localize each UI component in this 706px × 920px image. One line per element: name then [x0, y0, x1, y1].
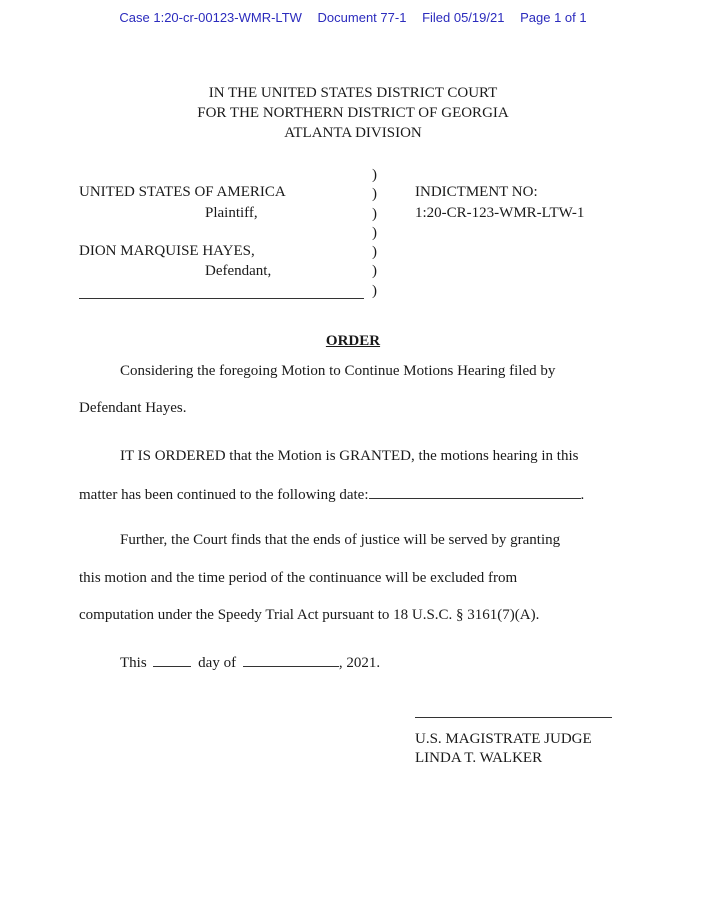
date-blank: [369, 486, 581, 499]
filed-date: Filed 05/19/21: [422, 10, 505, 25]
filing-stamp: [0, 10, 706, 25]
order-paragraph-1-line2: Defendant Hayes.: [79, 400, 187, 416]
order-paragraph-2-line2: matter has been continued to the following date: .: [79, 487, 585, 503]
order-paragraph-3-line1: Further, the Court finds that the ends of justice will be served by granting: [120, 532, 561, 548]
plaintiff-name: UNITED STATES OF AMERICA: [79, 184, 286, 200]
caption-rule: [79, 298, 364, 299]
page-number: Page 1 of 1: [520, 10, 587, 25]
order-paragraph-3-line2: this motion and the time period of the continuance will be excluded from: [79, 570, 518, 586]
document-number: Document 77-1: [317, 10, 407, 25]
indictment-number: 1:20-CR-123-WMR-LTW-1: [415, 205, 585, 221]
court-division: ATLANTA DIVISION: [284, 125, 422, 141]
judge-title: U.S. MAGISTRATE JUDGE: [415, 731, 592, 747]
court-name-line1: IN THE UNITED STATES DISTRICT COURT: [208, 85, 498, 101]
order-paragraph-2-line1: IT IS ORDERED that the Motion is GRANTED, the motions hearing in this: [120, 448, 579, 464]
order-paragraph-1-line1: Considering the foregoing Motion to Continue Motions Hearing filed by: [120, 363, 556, 379]
order-paragraph-3-line3: computation under the Speedy Trial Act pursuant to 18 U.S.C. § 3161(7)(A).: [79, 607, 540, 623]
day-blank: [153, 654, 191, 667]
month-blank: [243, 654, 339, 667]
case-number: Case 1:20-cr-00123-WMR-LTW: [119, 10, 302, 25]
caption-paren-column: ) ) ) ) ) ) ): [372, 167, 377, 299]
plaintiff-role: Plaintiff,: [205, 205, 258, 221]
date-line: This day of , 2021.: [120, 655, 381, 671]
indictment-label: INDICTMENT NO:: [415, 184, 538, 200]
defendant-role: Defendant,: [205, 263, 272, 279]
order-title: ORDER: [325, 333, 381, 349]
court-name-line2: FOR THE NORTHERN DISTRICT OF GEORGIA: [197, 105, 509, 121]
judge-name: LINDA T. WALKER: [415, 750, 543, 766]
signature-line: [415, 717, 612, 718]
defendant-name: DION MARQUISE HAYES,: [79, 243, 255, 259]
